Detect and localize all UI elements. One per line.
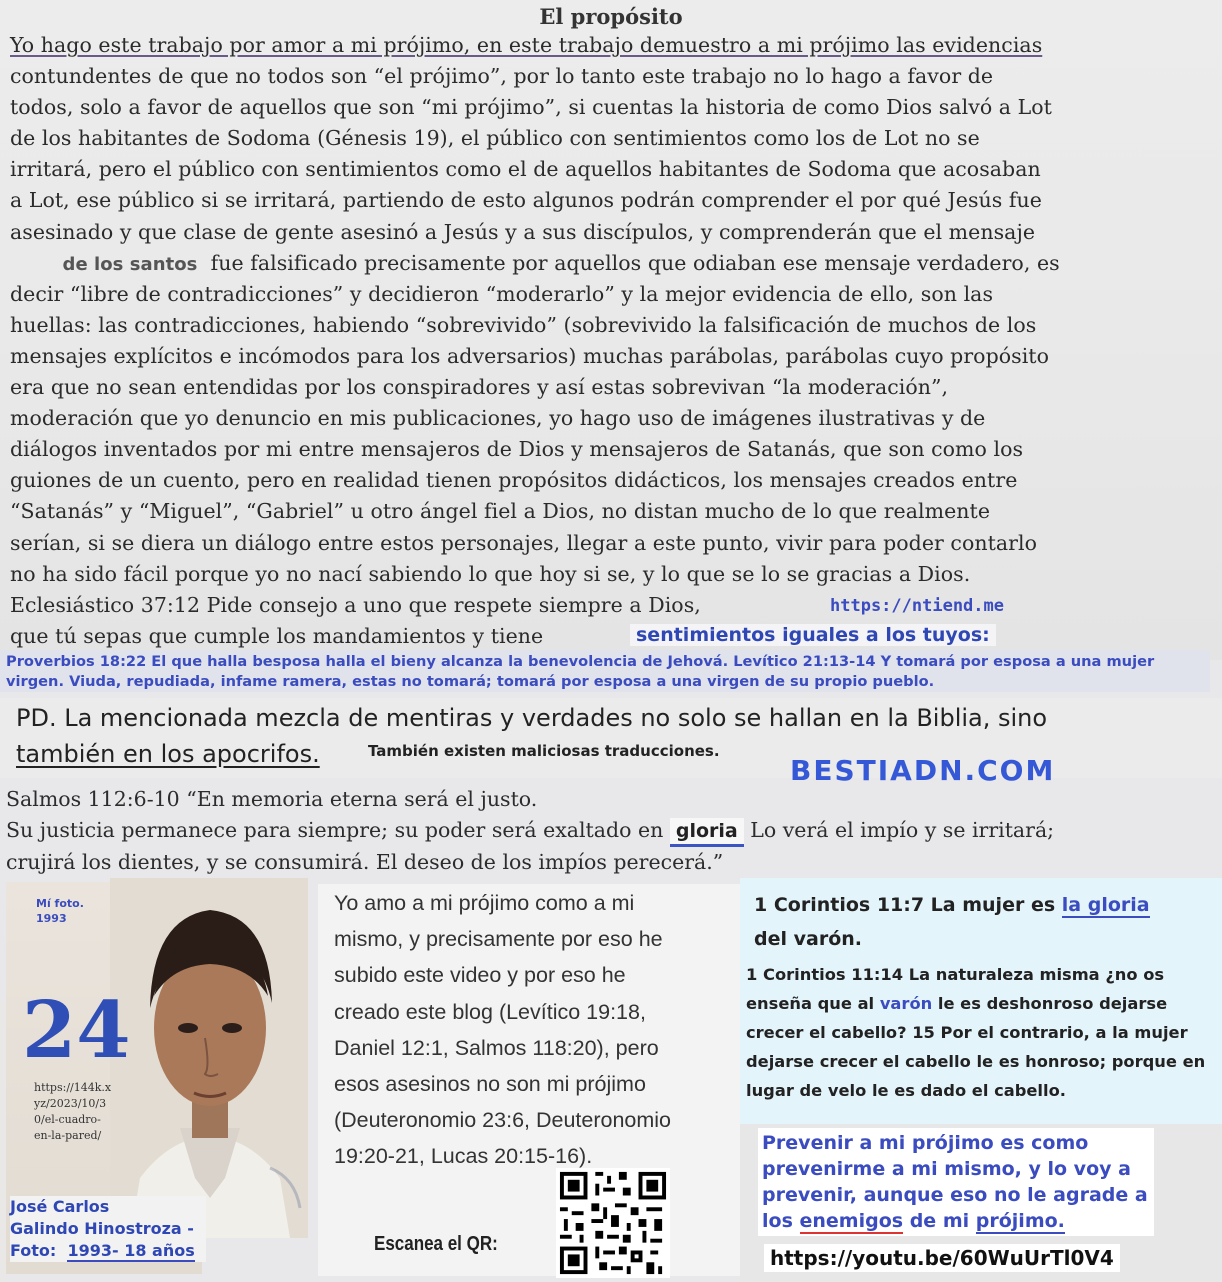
salmos-line-3: crujirá los dientes, y se consumirá. El deseo de los impíos perecerá.”: [6, 850, 724, 874]
paragraph-line: todos, solo a favor de aquellos que son “mi prójimo”, si cuentas la historia de como Dios salvó a Lot: [10, 95, 1052, 120]
paragraph-line: que tú sepas que cumple los mandamientos y tiene: [10, 623, 544, 648]
foto-label: Foto:: [10, 1241, 57, 1260]
cor14-text-end: le es deshonroso dejarse crecer el cabello? 15 Por el contrario, a la mujer dejarse crecer el cabello le es honroso; porque en lugar de velo le es dado el cabello.: [746, 994, 1206, 1100]
main-paragraph: [10, 30, 1220, 652]
paragraph-line: no ha sido fácil porque yo no nací sabiendo lo que hoy si se, y lo que se lo se gracias a Dios.: [10, 561, 971, 586]
photo-url-line: yz/2023/10/3: [34, 1097, 107, 1110]
photo-url-line: 0/el-cuadro-: [34, 1113, 101, 1126]
paragraph-line: Eclesiástico 37:12 Pide consejo a uno que respete siempre a Dios,: [10, 592, 701, 617]
inserted-label: de los santos: [62, 253, 198, 275]
paragraph-line: era que no sean entendidas por los conspiradores y así estas sobrevivan “la moderación”,: [10, 375, 949, 400]
paragraph-line: contundentes de que no todos son “el prójimo”, por lo tanto este trabajo no lo hago a favor de: [10, 64, 994, 89]
paragraph-line: mensajes explícitos e incómodos para los adversarios) muchas parábolas, parábolas cuyo propósito: [10, 343, 1049, 368]
salmos-quote: [6, 784, 1054, 878]
prevenir-enemigos: enemigos: [799, 1210, 904, 1232]
paragraph-line: huellas: las contradicciones, habiendo “sobrevivido” (sobrevivido la falsificación de muchos de los: [10, 312, 1037, 337]
paragraph-line: asesinado y que clase de gente asesinó a Jesús y a sus discípulos, y comprenderán que el mensaje: [10, 219, 1036, 244]
foto-year: 1993- 18 años: [67, 1241, 195, 1260]
ntiend-link[interactable]: https://ntiend.me: [830, 596, 1004, 616]
page-title: El propósito: [539, 4, 683, 29]
credit-foto-line: [10, 1240, 206, 1262]
pd-line-1: PD. La mencionada mezcla de mentiras y verdades no solo se hallan en la Biblia, sino: [16, 704, 1048, 732]
bestiadn-logo[interactable]: BESTIADN.COM: [790, 754, 1056, 787]
credit-name-line: José Carlos: [10, 1197, 110, 1216]
proverbios-box: Proverbios 18:22 El que halla besposa halla el bieny alcanza la benevolencia de Jehová. Levítico 21:13-14 Y tomará por esposa a una mujer virgen. Viuda, repudiada, infame ramera, estas no tomará; tomará por esposa a una virgen de su propio pueblo.: [0, 650, 1210, 692]
photo-credit: [10, 1196, 206, 1262]
pd-line-2: también en los apocrifos.: [16, 740, 320, 768]
paragraph-line-text: Yo hago este trabajo por amor a mi prójimo, en este trabajo demuestro a mi prójimo las evidencias: [10, 33, 1043, 57]
cor7-text-end: del varón.: [754, 928, 862, 950]
paragraph-line: [10, 248, 1220, 279]
youtube-link[interactable]: https://youtu.be/60WuUrTl0V4: [764, 1244, 1120, 1272]
age-number: 24: [22, 985, 131, 1076]
paragraph-line: “Satanás” y “Miguel”, “Gabriel” u otro ángel fiel a Dios, no distan mucho de lo que realmente: [10, 499, 991, 524]
credit-name-line: Galindo Hinostroza -: [10, 1219, 194, 1238]
cor14-highlight: varón: [879, 994, 933, 1013]
cor7-highlight: la gloria: [1061, 894, 1150, 916]
paragraph-line: a Lot, ese público si se irritará, partiendo de esto algunos podrán comprender el por qué Jesús fue: [10, 188, 1042, 213]
scan-qr-label: Escanea el QR:: [374, 1233, 498, 1255]
corintios-11-14: [746, 960, 1206, 1105]
photo-caption: [36, 896, 84, 926]
paragraph-line: moderación que yo denuncio en mis publicaciones, yo hago uso de imágenes ilustrativas y de: [10, 406, 986, 431]
paragraph-line: diálogos inventados por mi entre mensajeros de Dios y mensajeros de Satanás, que son como los: [10, 437, 1024, 462]
cor14-text: 1 Corintios 11:14 La naturaleza misma ¿no os enseña que al: [746, 965, 1165, 1013]
photo-caption-line: 1993: [36, 912, 67, 925]
qr-code-icon[interactable]: [556, 1168, 670, 1278]
sentimientos-label: sentimientos iguales a los tuyos:: [630, 624, 996, 646]
photo-url-line: en-la-pared/: [34, 1129, 102, 1142]
photo-url[interactable]: [34, 1080, 111, 1144]
prevenir-projimo: prójimo.: [975, 1210, 1065, 1232]
prevenir-mi: mi: [942, 1210, 970, 1232]
salmos-line-2: [6, 815, 1054, 847]
photo-caption-line: Mí foto.: [36, 897, 84, 910]
cor7-text: 1 Corintios 11:7 La mujer es: [754, 894, 1056, 916]
paragraph-line: decir “libre de contradicciones” y decidieron “moderarlo” y la mejor evidencia de ello, son las: [10, 281, 994, 306]
salmos-line-2b: Lo verá el impío y se irritará;: [750, 818, 1055, 842]
paragraph-line: serían, si se diera un diálogo entre estos personajes, llegar a este punto, vivir para poder contarlo: [10, 530, 1038, 555]
paragraph-line: [10, 30, 1220, 61]
paragraph-line: irritará, pero el público con sentimientos como el de aquellos habitantes de Sodoma que acosaban: [10, 157, 1041, 182]
yo-amo-text: Yo amo a mi prójimo como a mi mismo, y precisamente por eso he subido este video y por eso he creado este blog (Levítico 19:18, Daniel 12:1, Salmos 118:20), pero esos asesinos no son mi prójimo (Deuteronomio 23:6, Deuteronomio 19:20-21, Lucas 20:15-16).: [334, 891, 672, 1169]
paragraph-line: guiones de un cuento, pero en realidad tienen propósitos didácticos, los mensajes creados entre: [10, 468, 1018, 493]
traducciones-note: También existen maliciosas traducciones.: [368, 742, 720, 760]
paragraph-line: de los habitantes de Sodoma (Génesis 19), el público con sentimientos como los de Lot no se: [10, 126, 980, 151]
gloria-label: gloria: [670, 818, 744, 847]
photo-url-line: https://144k.x: [34, 1081, 112, 1094]
prevenir-text: [758, 1128, 1154, 1236]
prevenir-text-main: Prevenir a mi prójimo es como prevenirme a mi mismo, y lo voy a prevenir, aunque eso no le agrade a los: [762, 1132, 1148, 1232]
prevenir-de: de: [909, 1210, 937, 1232]
salmos-line-1: Salmos 112:6-10 “En memoria eterna será el justo.: [6, 787, 538, 811]
portrait-photo: [110, 878, 308, 1238]
paragraph-line-rest: fue falsificado precisamente por aquellos que odiaban ese mensaje verdadero, es: [210, 250, 1060, 275]
corintios-11-7: [754, 888, 1194, 956]
salmos-line-2a: Su justicia permanece para siempre; su poder será exaltado en: [6, 818, 664, 842]
